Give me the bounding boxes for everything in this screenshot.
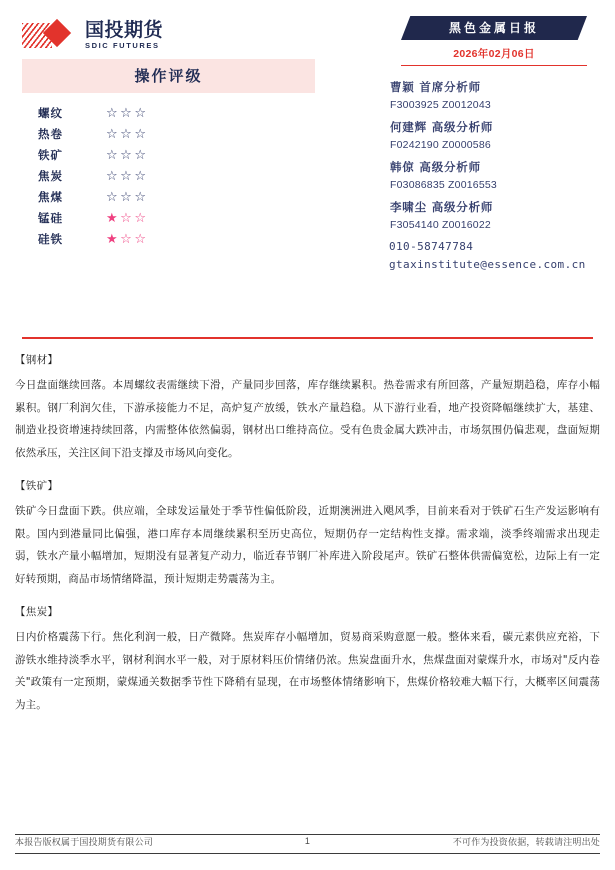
analyst-license-codes: F3054140 Z0016022: [390, 219, 491, 231]
rating-product-name: 焦炭: [38, 168, 63, 183]
report-section: [15, 352, 600, 464]
contact-email[interactable]: gtaxinstitute@essence.com.cn: [389, 258, 586, 271]
rating-row: [30, 102, 315, 123]
rating-product-name: 螺纹: [38, 105, 63, 120]
footer-copyright: 本报告版权属于国投期货有限公司: [15, 836, 154, 847]
star-empty-icon: ☆: [106, 126, 120, 141]
report-meta-block: [389, 16, 599, 276]
rating-stars: [106, 190, 148, 203]
logo-text-cn: 国投期货: [85, 18, 164, 41]
star-empty-icon: ☆: [120, 126, 134, 141]
footer-page-number: 1: [304, 836, 311, 847]
rating-product-name: 焦煤: [38, 189, 63, 204]
analyst-license-codes: F3003925 Z0012043: [390, 99, 491, 111]
analyst-name: 曹颖 首席分析师: [390, 80, 481, 94]
star-empty-icon: ☆: [120, 189, 134, 204]
operation-ratings-panel: [22, 59, 315, 249]
section-title: 【钢材】: [15, 354, 59, 366]
company-logo: [22, 14, 163, 56]
report-section: [15, 604, 600, 716]
star-filled-icon: ★: [106, 231, 120, 246]
analyst-entry: [390, 119, 599, 151]
star-empty-icon: ☆: [134, 231, 148, 246]
report-title-banner: [401, 16, 587, 40]
star-empty-icon: ☆: [134, 168, 148, 183]
contact-phone: 010-58747784: [389, 240, 474, 253]
section-title: 【铁矿】: [15, 480, 59, 492]
report-footer: [15, 834, 600, 858]
analyst-entry: [390, 159, 599, 191]
analyst-license-codes: F0242190 Z0000586: [390, 139, 491, 151]
logo-mark-icon: [22, 20, 78, 50]
star-empty-icon: ☆: [106, 189, 120, 204]
star-empty-icon: ☆: [120, 147, 134, 162]
star-empty-icon: ☆: [120, 210, 134, 225]
report-content: [15, 352, 600, 730]
rating-product-name: 铁矿: [38, 147, 63, 162]
star-empty-icon: ☆: [120, 231, 134, 246]
rating-stars: [106, 106, 148, 119]
section-body: 日内价格震荡下行。焦化利润一般，日产微降。焦炭库存小幅增加，贸易商采购意愿一般。整体来看，碳元素供应充裕，下游铁水维持淡季水平，钢材利润水平一般，对于原材料压价情绪仍浓。焦炭盘面升水，焦煤盘面对蒙煤升水，市场对"反内卷关"政策有一定预期，蒙煤通关数据季节性下降稍有显现，在市场整体情绪影响下，焦煤价格较难大幅下行，大概率区间震荡为主。: [15, 631, 600, 711]
logo-text: [85, 18, 164, 50]
rating-stars: [106, 232, 148, 245]
analysts-list: [389, 79, 599, 231]
star-empty-icon: ☆: [106, 105, 120, 120]
footer-disclaimer: 不可作为投资依据，转载请注明出处: [452, 836, 600, 847]
analyst-entry: [390, 199, 599, 231]
analyst-license-codes: F03086835 Z0016553: [390, 179, 497, 191]
rating-product-name: 锰硅: [38, 210, 63, 225]
section-body: 铁矿今日盘面下跌。供应端，全球发运量处于季节性偏低阶段，近期澳洲进入飓风季，目前来看对于铁矿石生产发运影响有限。国内到港量同比偏强，港口库存本周继续累积至历史高位，短期仍存一定结构性支撑。需求端，淡季终端需求出现走弱，铁水产量小幅增加，短期没有显著复产动力，临近春节钢厂补库进入阶段尾声。铁矿石整体供需偏宽松，边际上有一定好转预期，商品市场情绪降温，预计短期走势震荡为主。: [15, 505, 600, 585]
star-filled-icon: ★: [106, 210, 120, 225]
star-empty-icon: ☆: [134, 147, 148, 162]
rating-row: [30, 186, 315, 207]
report-header: [0, 0, 615, 340]
ratings-title: 操作评级: [22, 59, 315, 93]
star-empty-icon: ☆: [134, 210, 148, 225]
star-empty-icon: ☆: [106, 168, 120, 183]
report-section: [15, 478, 600, 590]
rating-row: [30, 207, 315, 228]
rating-row: [30, 228, 315, 249]
star-empty-icon: ☆: [134, 126, 148, 141]
ratings-list: [22, 102, 315, 249]
footer-divider: [15, 853, 600, 854]
rating-row: [30, 123, 315, 144]
analyst-entry: [390, 79, 599, 111]
report-date: 2026年02月06日: [401, 46, 587, 66]
star-empty-icon: ☆: [134, 105, 148, 120]
rating-stars: [106, 169, 148, 182]
rating-stars: [106, 127, 148, 140]
rating-stars: [106, 148, 148, 161]
logo-text-en: SDIC FUTURES: [85, 40, 160, 50]
section-title: 【焦炭】: [15, 606, 59, 618]
rating-product-name: 硅铁: [38, 231, 63, 246]
analyst-name: 韩倞 高级分析师: [390, 160, 481, 174]
star-empty-icon: ☆: [120, 105, 134, 120]
report-title: 黑色金属日报: [448, 21, 539, 35]
header-divider: [22, 337, 593, 339]
rating-stars: [106, 211, 148, 224]
rating-row: [30, 165, 315, 186]
rating-product-name: 热卷: [38, 126, 63, 141]
section-body: 今日盘面继续回落。本周螺纹表需继续下滑，产量同步回落，库存继续累积。热卷需求有所回落，产量短期趋稳，库存小幅累积。钢厂利润欠佳，下游承接能力不足，高炉复产放缓，铁水产量趋稳。从下游行业看，地产投资降幅继续扩大，基建、制造业投资增速持续回落，内需整体依然偏弱，钢材出口维持高位。受有色贵金属大跌冲击，市场氛围仍偏悲观，盘面短期依然承压，关注区间下沿支撑及市场风向变化。: [15, 379, 600, 459]
rating-row: [30, 144, 315, 165]
analyst-name: 李啸尘 高级分析师: [390, 200, 494, 214]
analyst-name: 何建辉 高级分析师: [390, 120, 494, 134]
star-empty-icon: ☆: [134, 189, 148, 204]
star-empty-icon: ☆: [120, 168, 134, 183]
star-empty-icon: ☆: [106, 147, 120, 162]
contact-block: [389, 240, 599, 271]
